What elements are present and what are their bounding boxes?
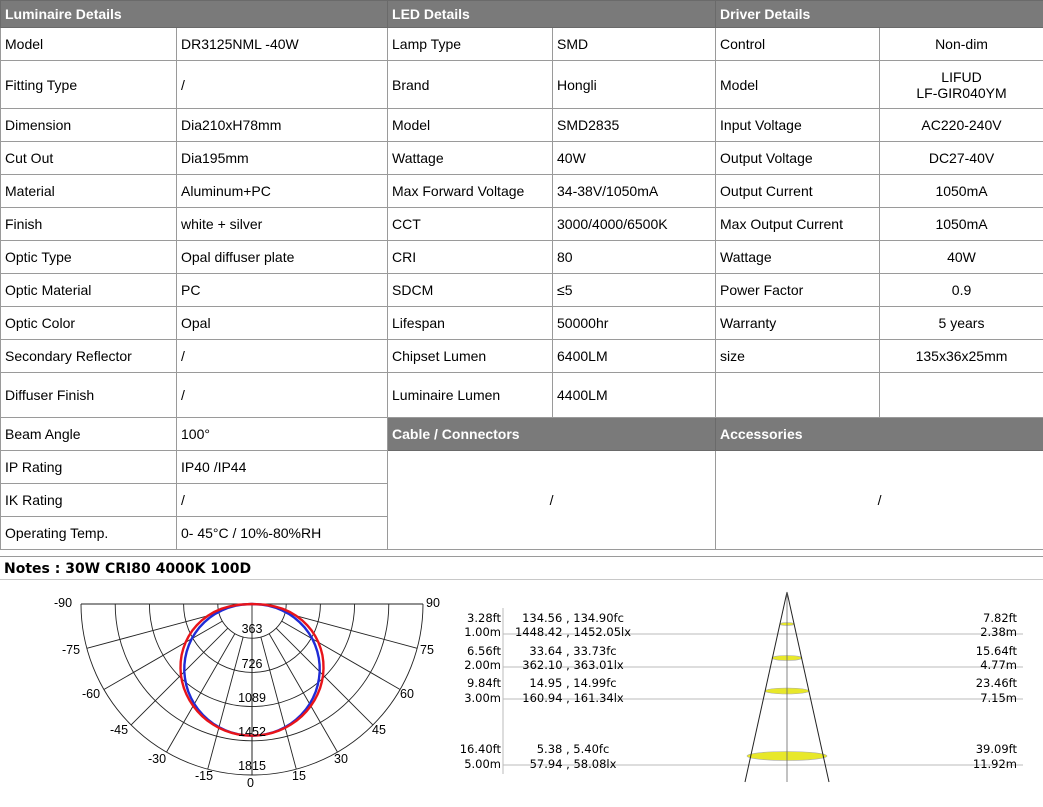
value-ik-rating[interactable]: / <box>177 484 388 517</box>
angle-label: -45 <box>110 723 129 737</box>
value-cut-out[interactable]: Dia195mm <box>177 142 388 175</box>
label-lifespan: Lifespan <box>388 307 553 340</box>
value-optic-color[interactable]: Opal <box>177 307 388 340</box>
illuminance-fc: 14.95 , 14.99fc <box>529 676 617 690</box>
angle-label: 60 <box>400 687 414 701</box>
value-lifespan[interactable]: 50000hr <box>553 307 716 340</box>
label-control: Control <box>716 28 880 61</box>
height-m: 1.00m <box>464 625 501 639</box>
polar-spoke <box>104 621 222 689</box>
label-brand: Brand <box>388 61 553 109</box>
label-output-voltage: Output Voltage <box>716 142 880 175</box>
label-dimension: Dimension <box>1 109 177 142</box>
value-ip-rating[interactable]: IP40 /IP44 <box>177 451 388 484</box>
illuminance-fc: 134.56 , 134.90fc <box>522 611 624 625</box>
label-model: Model <box>1 28 177 61</box>
angle-label: -30 <box>148 752 167 766</box>
label-driver-wattage: Wattage <box>716 241 880 274</box>
value-operating-temp[interactable]: 0- 45°C / 10%-80%RH <box>177 517 388 550</box>
height-ft: 16.40ft <box>459 742 501 756</box>
value-led-wattage[interactable]: 40W <box>553 142 716 175</box>
diameter-ft: 15.64ft <box>975 644 1017 658</box>
value-cct[interactable]: 3000/4000/6500K <box>553 208 716 241</box>
ring-label: 726 <box>241 657 263 671</box>
angle-label: 30 <box>334 752 348 766</box>
diameter-ft: 39.09ft <box>975 742 1017 756</box>
value-fitting-type[interactable]: / <box>177 61 388 109</box>
label-max-forward-voltage: Max Forward Voltage <box>388 175 553 208</box>
value-luminaire-lumen[interactable]: 4400LM <box>553 373 716 418</box>
label-size: size <box>716 340 880 373</box>
height-m: 3.00m <box>464 691 501 705</box>
label-fitting-type: Fitting Type <box>1 61 177 109</box>
label-optic-color: Optic Color <box>1 307 177 340</box>
ring-label: 1089 <box>238 691 266 705</box>
polar-spoke <box>276 628 373 725</box>
value-driver-wattage[interactable]: 40W <box>880 241 1043 274</box>
notes-line: Notes : 30W CRI80 4000K 100D <box>0 556 1043 580</box>
label-beam-angle: Beam Angle <box>1 418 177 451</box>
illuminance-lx: 1448.42 , 1452.05lx <box>514 625 632 639</box>
label-finish: Finish <box>1 208 177 241</box>
height-m: 2.00m <box>464 658 501 672</box>
label-cut-out: Cut Out <box>1 142 177 175</box>
label-optic-type: Optic Type <box>1 241 177 274</box>
ring-label: 363 <box>241 622 263 636</box>
angle-label: 0 <box>247 776 254 790</box>
header-driver-details: Driver Details <box>716 1 1043 28</box>
angle-label: -60 <box>82 687 101 701</box>
height-ft: 6.56ft <box>467 644 501 658</box>
value-material[interactable]: Aluminum+PC <box>177 175 388 208</box>
value-model[interactable]: DR3125NML -40W <box>177 28 388 61</box>
value-cable-connectors[interactable]: / <box>388 451 716 550</box>
value-chipset-lumen[interactable]: 6400LM <box>553 340 716 373</box>
label-diffuser-finish: Diffuser Finish <box>1 373 177 418</box>
label-driver-model: Model <box>716 61 880 109</box>
value-max-forward-voltage[interactable]: 34-38V/1050mA <box>553 175 716 208</box>
value-led-model[interactable]: SMD2835 <box>553 109 716 142</box>
value-power-factor[interactable]: 0.9 <box>880 274 1043 307</box>
value-input-voltage[interactable]: AC220-240V <box>880 109 1043 142</box>
label-ik-rating: IK Rating <box>1 484 177 517</box>
label-secondary-reflector: Secondary Reflector <box>1 340 177 373</box>
value-output-current[interactable]: 1050mA <box>880 175 1043 208</box>
empty-cell[interactable] <box>716 373 880 418</box>
value-finish[interactable]: white + silver <box>177 208 388 241</box>
value-lamp-type[interactable]: SMD <box>553 28 716 61</box>
empty-cell[interactable] <box>880 373 1043 418</box>
value-accessories[interactable]: / <box>716 451 1043 550</box>
angle-label: 75 <box>420 643 434 657</box>
value-control[interactable]: Non-dim <box>880 28 1043 61</box>
value-warranty[interactable]: 5 years <box>880 307 1043 340</box>
angle-label: 90 <box>426 596 440 610</box>
header-cable-connectors: Cable / Connectors <box>388 418 716 451</box>
label-ip-rating: IP Rating <box>1 451 177 484</box>
diameter-m: 7.15m <box>980 691 1017 705</box>
header-luminaire-details: Luminaire Details <box>1 1 388 28</box>
label-lamp-type: Lamp Type <box>388 28 553 61</box>
header-accessories: Accessories <box>716 418 1043 451</box>
diameter-ft: 7.82ft <box>983 611 1017 625</box>
label-max-output-current: Max Output Current <box>716 208 880 241</box>
angle-label: -15 <box>195 769 214 783</box>
value-driver-model[interactable] <box>880 61 1043 109</box>
ring-label: 1815 <box>238 759 266 773</box>
value-size[interactable]: 135x36x25mm <box>880 340 1043 373</box>
label-operating-temp: Operating Temp. <box>1 517 177 550</box>
value-dimension[interactable]: Dia210xH78mm <box>177 109 388 142</box>
value-output-voltage[interactable]: DC27-40V <box>880 142 1043 175</box>
polar-spoke <box>285 613 417 648</box>
value-max-output-current[interactable]: 1050mA <box>880 208 1043 241</box>
diameter-m: 2.38m <box>980 625 1017 639</box>
label-input-voltage: Input Voltage <box>716 109 880 142</box>
label-material: Material <box>1 175 177 208</box>
illuminance-lx: 160.94 , 161.34lx <box>522 691 624 705</box>
label-power-factor: Power Factor <box>716 274 880 307</box>
angle-label: 15 <box>292 769 306 783</box>
label-optic-material: Optic Material <box>1 274 177 307</box>
header-led-details: LED Details <box>388 1 716 28</box>
angle-label: 45 <box>372 723 386 737</box>
value-diffuser-finish[interactable]: / <box>177 373 388 418</box>
driver-brand-line: LIFUD <box>941 68 982 85</box>
label-sdcm: SDCM <box>388 274 553 307</box>
value-beam-angle[interactable]: 100° <box>177 418 388 451</box>
height-ft: 3.28ft <box>467 611 501 625</box>
illuminance-lx: 57.94 , 58.08lx <box>529 757 617 771</box>
label-chipset-lumen: Chipset Lumen <box>388 340 553 373</box>
label-led-wattage: Wattage <box>388 142 553 175</box>
polar-spoke <box>131 628 228 725</box>
value-secondary-reflector[interactable]: / <box>177 340 388 373</box>
driver-model-line: LF-GIR040YM <box>916 84 1007 101</box>
value-optic-type[interactable]: Opal diffuser plate <box>177 241 388 274</box>
label-output-current: Output Current <box>716 175 880 208</box>
diameter-ft: 23.46ft <box>975 676 1017 690</box>
polar-spoke <box>167 634 235 752</box>
height-ft: 9.84ft <box>467 676 501 690</box>
polar-spoke <box>282 621 400 689</box>
diameter-m: 4.77m <box>980 658 1017 672</box>
label-led-model: Model <box>388 109 553 142</box>
value-sdcm[interactable]: ≤5 <box>553 274 716 307</box>
value-brand[interactable]: Hongli <box>553 61 716 109</box>
angle-label: -75 <box>62 643 81 657</box>
illuminance-fc: 33.64 , 33.73fc <box>529 644 617 658</box>
label-cct: CCT <box>388 208 553 241</box>
polar-spoke <box>261 637 296 769</box>
ring-label: 1452 <box>238 725 266 739</box>
illuminance-cone-diagram <box>455 584 1035 784</box>
value-cri[interactable]: 80 <box>553 241 716 274</box>
illuminance-lx: 362.10 , 363.01lx <box>522 658 624 672</box>
diameter-m: 11.92m <box>972 757 1017 771</box>
height-m: 5.00m <box>464 757 501 771</box>
label-luminaire-lumen: Luminaire Lumen <box>388 373 553 418</box>
illuminance-fc: 5.38 , 5.40fc <box>536 742 610 756</box>
value-optic-material[interactable]: PC <box>177 274 388 307</box>
label-cri: CRI <box>388 241 553 274</box>
polar-spoke <box>87 613 219 648</box>
polar-distribution-diagram <box>40 584 460 798</box>
label-warranty: Warranty <box>716 307 880 340</box>
polar-spoke <box>269 634 337 752</box>
angle-label: -90 <box>54 596 73 610</box>
